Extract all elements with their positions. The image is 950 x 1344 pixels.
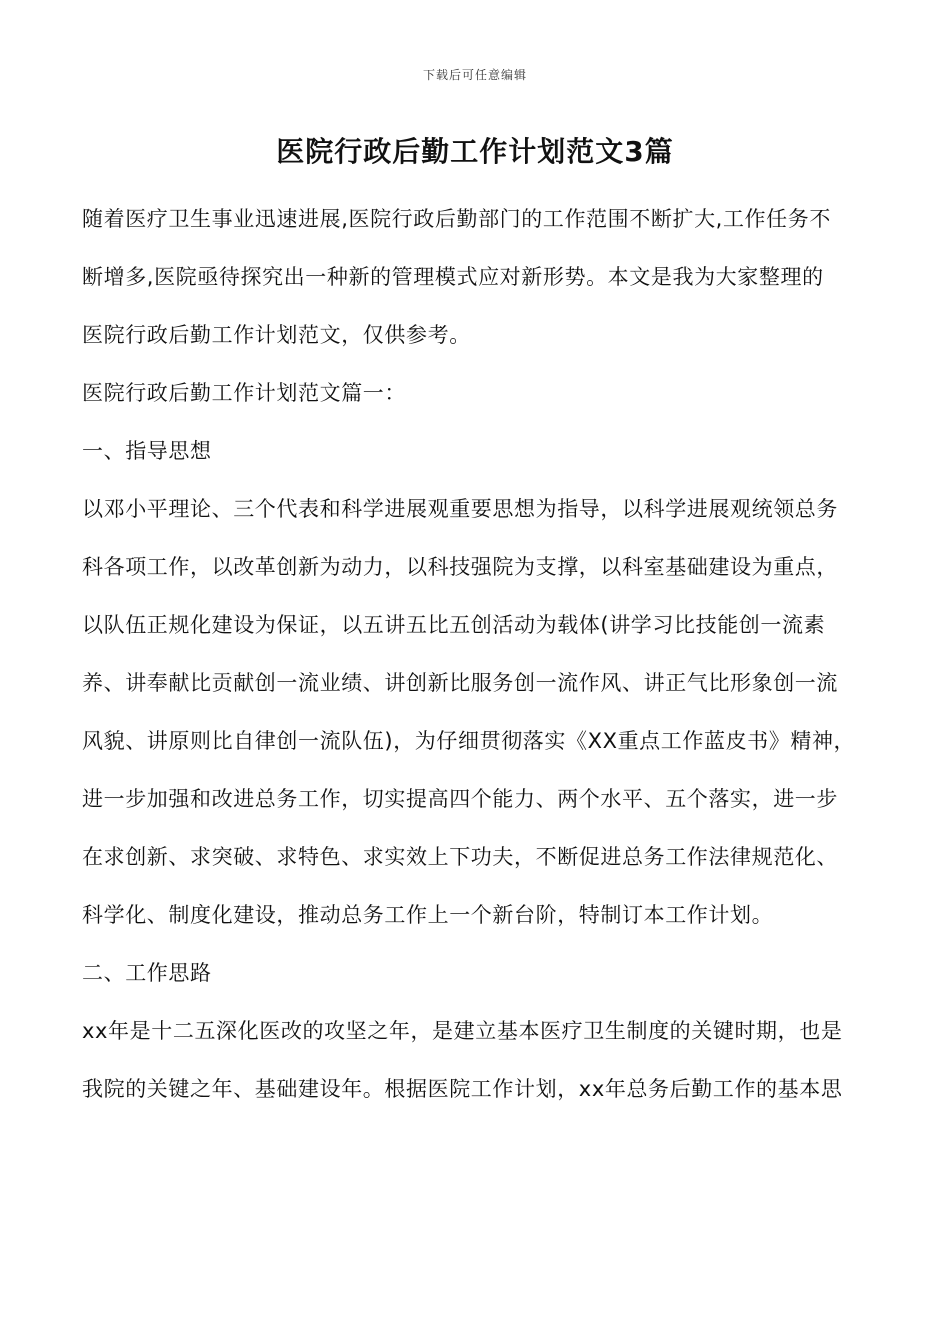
header-note: 下载后可任意编辑 <box>422 68 527 82</box>
paragraph-line: 科各项工作，以改革创新为动力，以科技强院为支撑，以科室基础建设为重点， <box>82 555 838 579</box>
paragraph-line: 进一步加强和改进总务工作，切实提高四个能力、两个水平、五个落实，进一步 <box>82 787 838 811</box>
paragraph-line: xx年是十二五深化医改的攻坚之年，是建立基本医疗卫生制度的关键时期，也是 <box>82 1019 843 1043</box>
paragraph-line: 在求创新、求突破、求特色、求实效上下功夫，不断促进总务工作法律规范化、 <box>82 845 838 869</box>
document-body <box>82 190 882 1118</box>
paragraph-line: 我院的关键之年、基础建设年。根据医院工作计划，xx年总务后勤工作的基本思 <box>82 1077 843 1101</box>
paragraph-line: 风貌、讲原则比自律创一流队伍)，为仔细贯彻落实《XX重点工作蓝皮书》精神， <box>82 729 856 753</box>
paragraph-line: 医院行政后勤工作计划范文，仅供参考。 <box>82 323 471 347</box>
paragraph-line: 断增多,医院亟待探究出一种新的管理模式应对新形势。本文是我为大家整理的 <box>82 265 824 289</box>
paragraph-line: 养、讲奉献比贡献创一流业绩、讲创新比服务创一流作风、讲正气比形象创一流 <box>82 671 838 695</box>
section-heading: 一、指导思想 <box>82 439 212 463</box>
paragraph-line: 以队伍正规化建设为保证，以五讲五比五创活动为载体(讲学习比技能创一流素 <box>82 613 826 637</box>
document-title: 医院行政后勤工作计划范文3篇 <box>276 135 674 168</box>
section-heading: 医院行政后勤工作计划范文篇一： <box>82 381 406 405</box>
section-heading: 二、工作思路 <box>82 961 212 985</box>
paragraph-line: 以邓小平理论、三个代表和科学进展观重要思想为指导，以科学进展观统领总务 <box>82 497 838 521</box>
paragraph-line: 随着医疗卫生事业迅速进展,医院行政后勤部门的工作范围不断扩大,工作任务不 <box>82 207 831 231</box>
paragraph-line: 科学化、制度化建设，推动总务工作上一个新台阶，特制订本工作计划。 <box>82 903 774 927</box>
